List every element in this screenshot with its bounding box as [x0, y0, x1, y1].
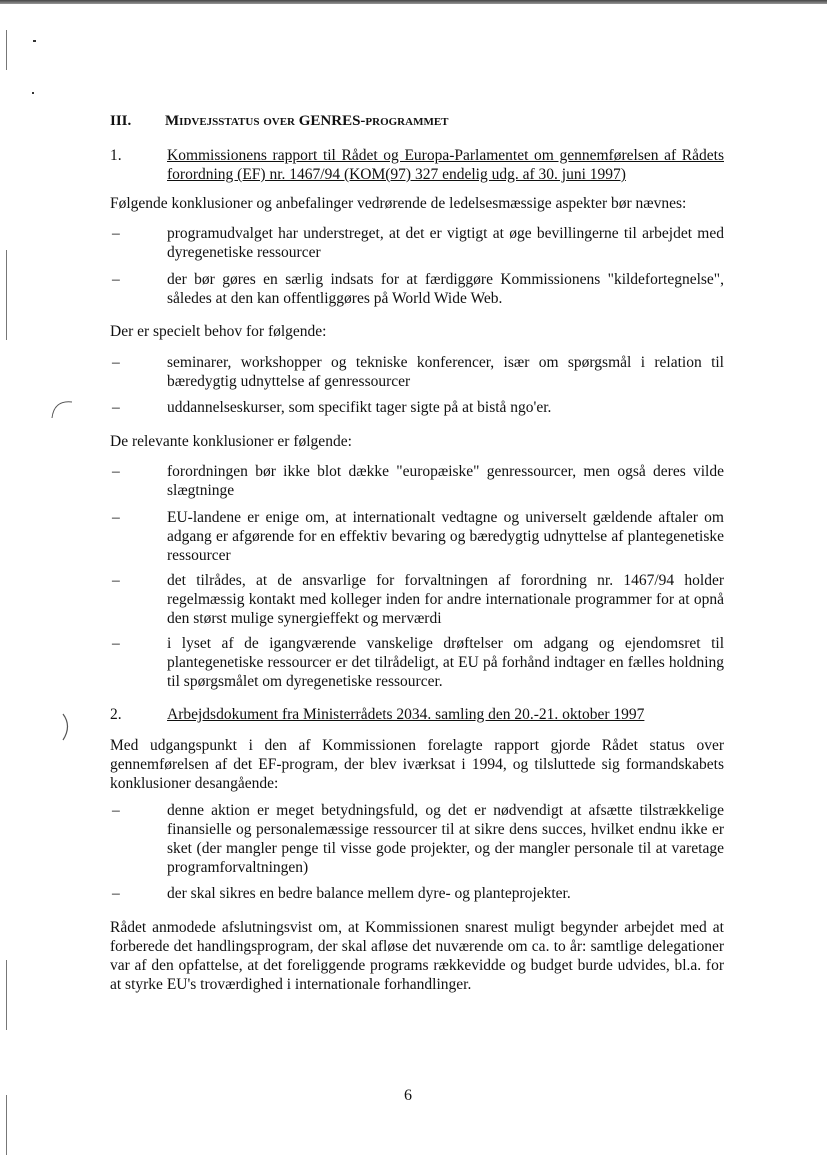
section-number: III.	[110, 113, 132, 129]
scan-top-edge	[0, 0, 827, 4]
list-dash: –	[112, 463, 120, 480]
list-dash: –	[112, 885, 120, 902]
subsection-1-number: 1.	[110, 147, 122, 164]
scan-margin-line	[6, 30, 7, 70]
subsection-1	[110, 146, 724, 184]
section-title: Midvejsstatus over GENRES-programmet	[165, 113, 449, 129]
subsection-2	[110, 705, 724, 724]
punch-hole-mark	[60, 712, 74, 742]
list-item-text: EU-landene er enige om, at internationalt vedtagne og universelt gældende aftaler om adgang er afgørende for en effektiv bevaring og bæredygtig udnyttelse af plantegenetiske ressourcer	[167, 509, 724, 564]
list-item-text: programudvalget har understreget, at det er vigtigt at øge bevillingerne til arbejdet med dyregenetiske ressourcer	[167, 225, 724, 261]
list-item-text: der bør gøres en særlig indsats for at færdiggøre Kommissionens "kildefortegnelse", således at den kan offentliggøres på World Wide Web.	[167, 271, 724, 307]
scan-speck	[32, 92, 34, 94]
intro-paragraph-3: De relevante konklusioner er følgende:	[110, 433, 352, 450]
scan-margin-line	[6, 960, 7, 1030]
list-item-text: seminarer, workshopper og tekniske konferencer, især om spørgsmål i relation til bæredygtig udnyttelse af genressourcer	[167, 354, 724, 390]
list-item	[110, 508, 724, 565]
list-item	[110, 353, 724, 391]
list-dash: –	[112, 802, 120, 819]
list-item-text: uddannelseskurser, som specifikt tager sigte på at bistå ngo'er.	[167, 399, 552, 416]
list-item	[110, 398, 724, 417]
scan-margin-line	[6, 1095, 7, 1155]
list-item	[110, 462, 724, 500]
list-item-text: der skal sikres en bedre balance mellem dyre- og planteprojekter.	[167, 885, 571, 902]
list-item-text: forordningen bør ikke blot dække "europæiske" genressourcer, men også deres vilde slægtninge	[167, 463, 724, 499]
intro-paragraph-2: Der er specielt behov for følgende:	[110, 323, 327, 340]
list-dash: –	[112, 635, 120, 652]
list-item-text: denne aktion er meget betydningsfuld, og det er nødvendigt at afsætte tilstrækkelige finansielle og personalemæssige ressourcer til at sikre dens succes, hvilket endnu ikke er sket (der mangler penge til visse gode projekter, og der mangler personale til at varetage programforvaltningen)	[167, 802, 724, 876]
list-item	[110, 571, 724, 628]
list-item	[110, 634, 724, 691]
subsection-2-title: Arbejdsdokument fra Ministerrådets 2034. samling den 20.-21. oktober 1997	[167, 706, 645, 723]
list-dash: –	[112, 225, 120, 242]
list-item	[110, 270, 724, 308]
subsection-1-title: Kommissionens rapport til Rådet og Europa-Parlamentet om gennemførelsen af Rådets forordning (EF) nr. 1467/94 (KOM(97) 327 endelig udg. af 30. juni 1997)	[167, 147, 724, 183]
list-item	[110, 801, 724, 877]
list-item-text: det tilrådes, at de ansvarlige for forvaltningen af forordning nr. 1467/94 holder regelmæssig kontakt med kolleger inden for andre internationale programmer for at opnå den størst mulige synergieffekt og merværdi	[167, 572, 724, 627]
page-number: 6	[404, 1087, 412, 1104]
list-item	[110, 884, 724, 903]
closing-paragraph: Rådet anmodede afslutningsvist om, at Kommissionen snarest muligt begynder arbejdet med at forberede det handlingsprogram, der skal afløse det nuværende om ca. to år: samtlige delegationer var af den opfattelse, at det foreliggende programs rækkevidde og budget burde udvides, bl.a. for at styrke EU's troværdighed i internationale forhandlinger.	[110, 919, 724, 993]
subsection-2-number: 2.	[110, 706, 122, 723]
list-dash: –	[112, 399, 120, 416]
list-dash: –	[112, 572, 120, 589]
scan-speck	[33, 40, 36, 42]
intro-paragraph-4: Med udgangspunkt i den af Kommissionen forelagte rapport gjorde Rådet status over gennemførelsen af det EF-program, der blev iværksat i 1994, og tilsluttede sig formandskabets konklusioner desangående:	[110, 737, 724, 792]
list-item-text: i lyset af de igangværende vanskelige drøftelser om adgang og ejendomsret til plantegenetiske ressourcer er det tilrådeligt, at EU på forhånd indtager en fælles holdning til spørgsmålet om dyregenetiske ressourcer.	[167, 635, 724, 690]
intro-paragraph-1: Følgende konklusioner og anbefalinger vedrørende de ledelsesmæssige aspekter bør nævnes:	[110, 195, 687, 212]
scan-margin-line	[6, 250, 7, 340]
list-dash: –	[112, 354, 120, 371]
punch-hole-mark	[48, 396, 78, 420]
list-item	[110, 224, 724, 262]
list-dash: –	[112, 509, 120, 526]
list-dash: –	[112, 271, 120, 288]
